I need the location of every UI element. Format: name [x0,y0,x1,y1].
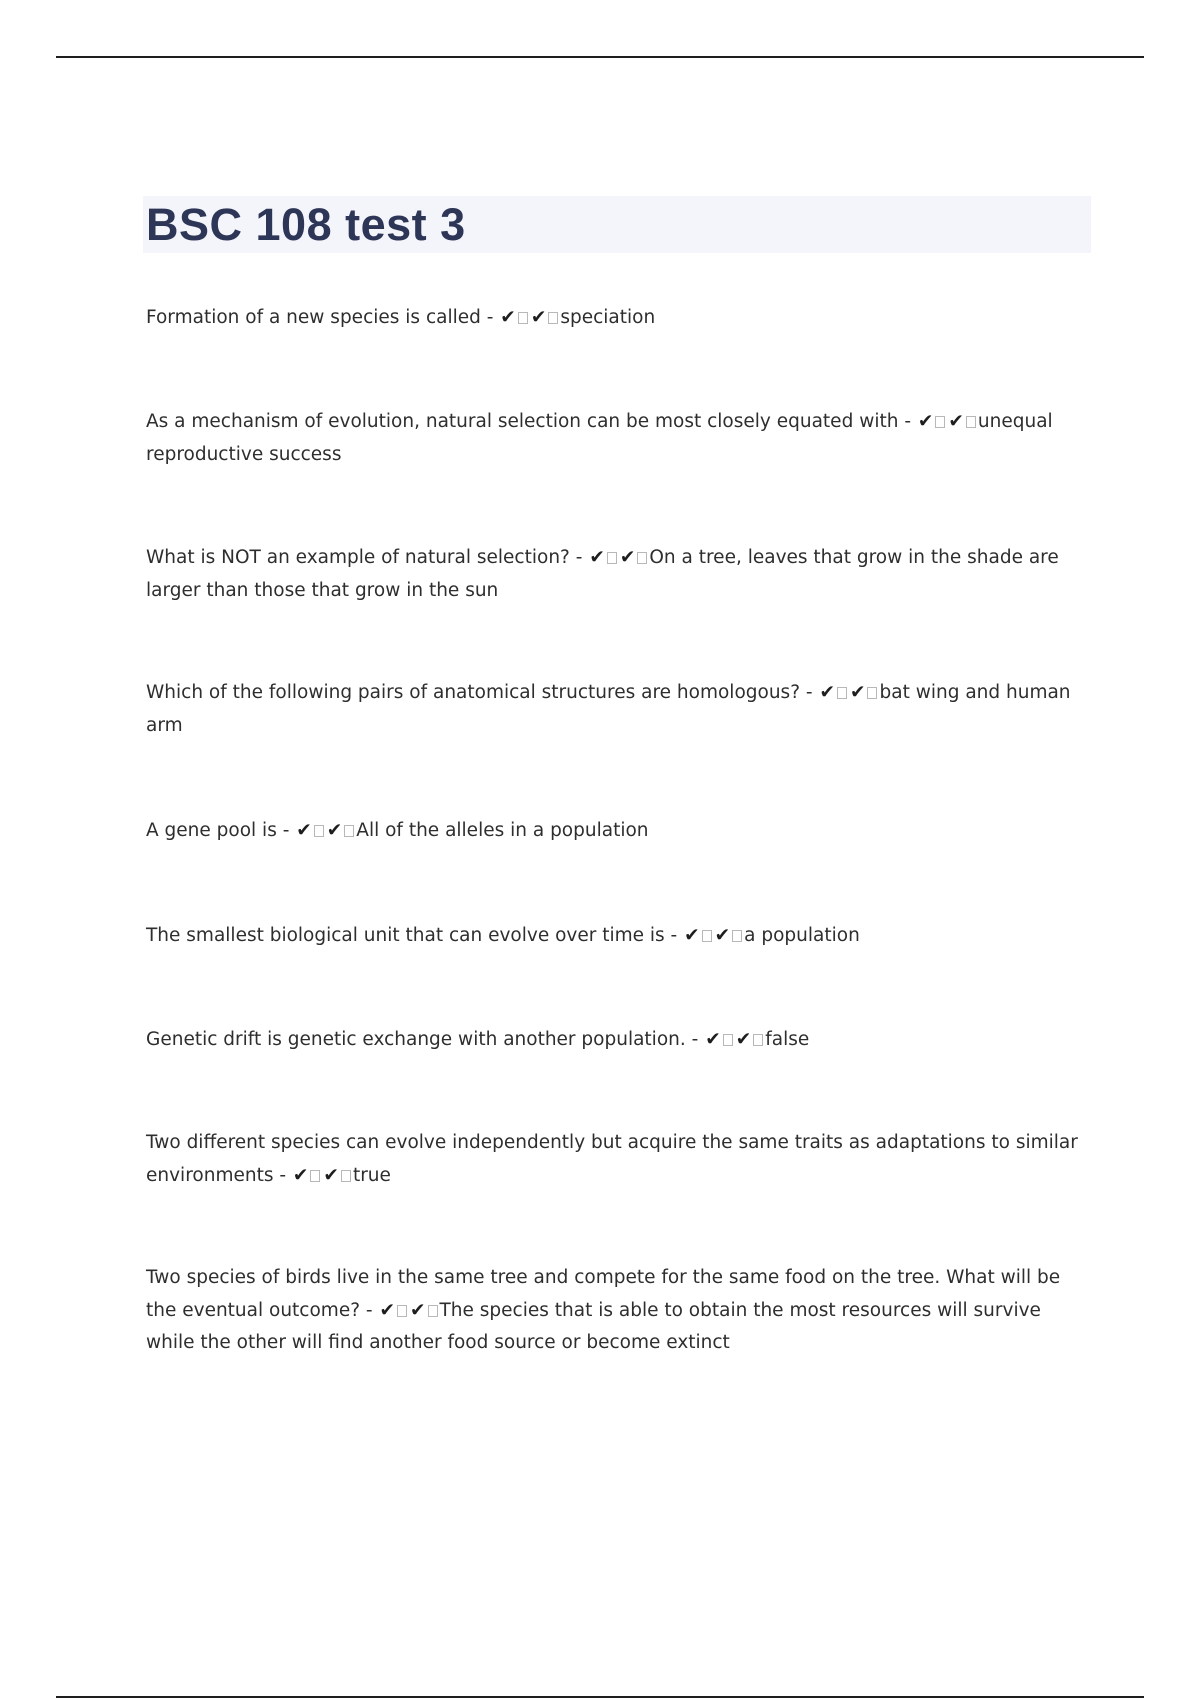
placeholder-box-icon [314,825,324,837]
placeholder-box-icon [344,825,354,837]
check-icon: ✔ [619,547,636,568]
top-rule [56,56,1144,58]
placeholder-box-icon [341,1170,351,1182]
qa-item: Genetic drift is genetic exchange with another population. - ✔ ✔ false [146,1029,810,1050]
placeholder-box-icon [548,312,558,324]
answer-text: a population [744,925,860,946]
question-text: Two species of birds live in the same tree and compete for the same food on the tree. What will be the eventual outcome? [146,1267,1061,1321]
check-icon: ✔ [948,411,964,432]
check-icon: ✔ [917,411,934,432]
check-icon: ✔ [326,820,343,841]
check-icon: ✔ [323,1164,339,1186]
bottom-rule [56,1696,1144,1698]
qa-item: Two species of birds live in the same tree and compete for the same food on the tree. What will be the eventual outcome? - ✔ ✔ The species that is able to obtain the most resources will survive while the other will find another food source or become extinct [146,1267,1061,1353]
placeholder-box-icon [702,930,712,942]
placeholder-box-icon [607,552,617,564]
question-text: As a mechanism of evolution, natural selection can be most closely equated with [146,411,899,432]
check-icon: ✔ [589,547,605,568]
qa-item: Which of the following pairs of anatomical structures are homologous? - ✔ ✔ bat wing and human arm [146,682,1071,736]
question-text: What is NOT an example of natural selection? [146,547,570,568]
question-text: Genetic drift is genetic exchange with another population. [146,1029,686,1050]
placeholder-box-icon [310,1170,320,1182]
question-text: Two different species can evolve independently but acquire the same traits as adaptations to similar environments [146,1132,1078,1186]
check-icon: ✔ [292,1164,309,1186]
check-icon: ✔ [819,682,835,703]
question-text: Formation of a new species is called [146,307,481,328]
qa-item: What is NOT an example of natural selection? - ✔ ✔ On a tree, leaves that grow in the shade are larger than those that grow in the sun [146,547,1059,601]
check-icon: ✔ [409,1299,426,1321]
placeholder-box-icon [935,416,945,428]
placeholder-box-icon [867,687,877,699]
question-text: The smallest biological unit that can evolve over time is [146,925,665,946]
answer-text: speciation [560,307,656,328]
placeholder-box-icon [518,312,528,324]
question-text: A gene pool is [146,820,277,841]
placeholder-box-icon [637,552,647,564]
placeholder-box-icon [723,1034,733,1046]
qa-item: As a mechanism of evolution, natural selection can be most closely equated with - ✔ ✔ unequal reproductive success [146,411,1053,465]
check-icon: ✔ [684,925,700,946]
answer-text: bat wing and human arm [146,682,1071,736]
check-icon: ✔ [296,820,312,841]
check-icon: ✔ [714,925,731,946]
placeholder-box-icon [428,1305,438,1317]
answer-text: All of the alleles in a population [356,820,649,841]
answer-text: On a tree, leaves that grow in the shade are larger than those that grow in the sun [146,547,1059,601]
placeholder-box-icon [397,1305,407,1317]
qa-item: The smallest biological unit that can evolve over time is - ✔ ✔ a population [146,925,860,946]
answer-text: The species that is able to obtain the most resources will survive while the other will find another food source or become extinct [146,1299,1041,1353]
question-text: Which of the following pairs of anatomical structures are homologous? [146,682,801,703]
qa-item: Formation of a new species is called - ✔ ✔ speciation [146,307,656,328]
placeholder-box-icon [966,416,976,428]
answer-text: true [352,1164,391,1186]
document-title: BSC 108 test 3 [146,199,466,250]
check-icon: ✔ [849,682,866,703]
placeholder-box-icon [837,687,847,699]
check-icon: ✔ [500,307,516,328]
qa-item: Two different species can evolve independently but acquire the same traits as adaptations to similar environments - ✔ ✔ true [146,1132,1078,1186]
answer-text: false [765,1029,810,1050]
qa-item: A gene pool is - ✔ ✔ All of the alleles in a population [146,820,649,841]
check-icon: ✔ [379,1299,395,1321]
check-icon: ✔ [705,1029,721,1050]
placeholder-box-icon [753,1034,763,1046]
placeholder-box-icon [732,930,742,942]
answer-text: unequal reproductive success [146,411,1053,465]
check-icon: ✔ [530,307,547,328]
check-icon: ✔ [735,1029,752,1050]
